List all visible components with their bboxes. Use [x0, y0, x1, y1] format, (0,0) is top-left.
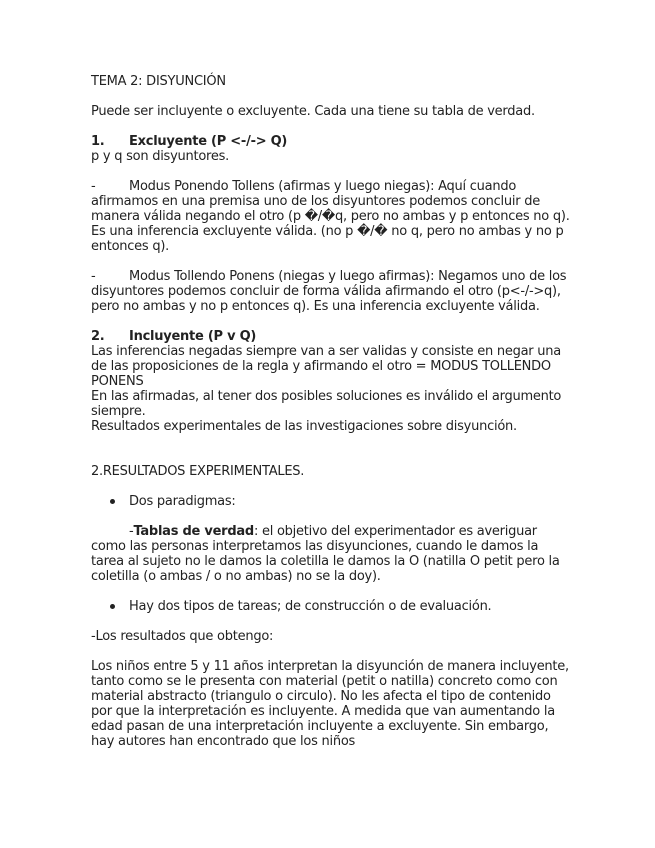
bullet-task-types: Hay dos tipos de tareas; de construcción o de evaluación.	[91, 599, 571, 614]
bullet-dot	[110, 604, 115, 609]
section-2-paragraph-3: Resultados experimentales de las investigaciones sobre disyunción.	[91, 419, 517, 434]
bullet-paradigms: Dos paradigmas:	[91, 494, 571, 509]
truth-tables-label: Tablas de verdad	[133, 524, 254, 539]
intro-paragraph: Puede ser incluyente o excluyente. Cada una tiene su tabla de verdad.	[91, 104, 535, 119]
results-obtained-label: -Los resultados que obtengo:	[91, 629, 274, 644]
bullet-dot	[110, 499, 115, 504]
section-1-heading	[91, 134, 571, 149]
section-1-title: Excluyente (P <-/-> Q)	[129, 134, 288, 149]
section-1-line: p y q son disyuntores.	[91, 149, 230, 164]
section-1-number: 1.	[91, 134, 105, 149]
section-2-paragraph-1: Las inferencias negadas siempre van a ser validas y consiste en negar una de las proposiciones de la regla y afirmando el otro = MODUS TOLLENDO PONENS	[91, 344, 561, 389]
section-2-paragraph-2: En las afirmadas, al tener dos posibles soluciones es inválido el argumento siempre.	[91, 389, 562, 419]
final-paragraph: Los niños entre 5 y 11 años interpretan la disyunción de manera incluyente, tanto como se le presenta con material (petit o natilla) concreto como con material abstracto (triangulo o circulo). No les afecta el tipo de contenido por que la interpretación es incluyente. A medida que van aumentando la edad pasan de una interpretación incluyente a excluyente. Sin embargo, hay autores han encontrado que los niños	[91, 659, 569, 749]
results-title: 2.RESULTADOS EXPERIMENTALES.	[91, 464, 305, 479]
section-2-number: 2.	[91, 329, 105, 344]
section-2-title: Incluyente (P v Q)	[129, 329, 257, 344]
document-title: TEMA 2: DISYUNCIÓN	[91, 74, 226, 89]
truth-tables-paragraph: -Tablas de verdad: el objetivo del experimentador es averiguar como las personas interpretamos las disyunciones, cuando le damos la tarea al sujeto no le damos la coletilla le damos la O (natilla O petit pero la coletilla (o ambas / o no ambas) no se la doy).	[91, 524, 560, 584]
document-page	[91, 74, 571, 749]
section-1-item-1: - Modus Ponendo Tollens (afirmas y luego niegas): Aquí cuando afirmamos en una premisa uno de los disyuntores podemos concluir de manera válida negando el otro (p �/�q, pero no ambas y p entonces no q). Es una inferencia excluyente válida. (no p �/� no q, pero no ambas y no p entonces q).	[91, 179, 570, 254]
section-1-item-2: - Modus Tollendo Ponens (niegas y luego afirmas): Negamos uno de los disyuntores podemos concluir de forma válida afirmando el otro (p<-/->q), pero no ambas y no p entonces q). Es una inferencia excluyente válida.	[91, 269, 567, 314]
section-2-heading	[91, 329, 571, 344]
